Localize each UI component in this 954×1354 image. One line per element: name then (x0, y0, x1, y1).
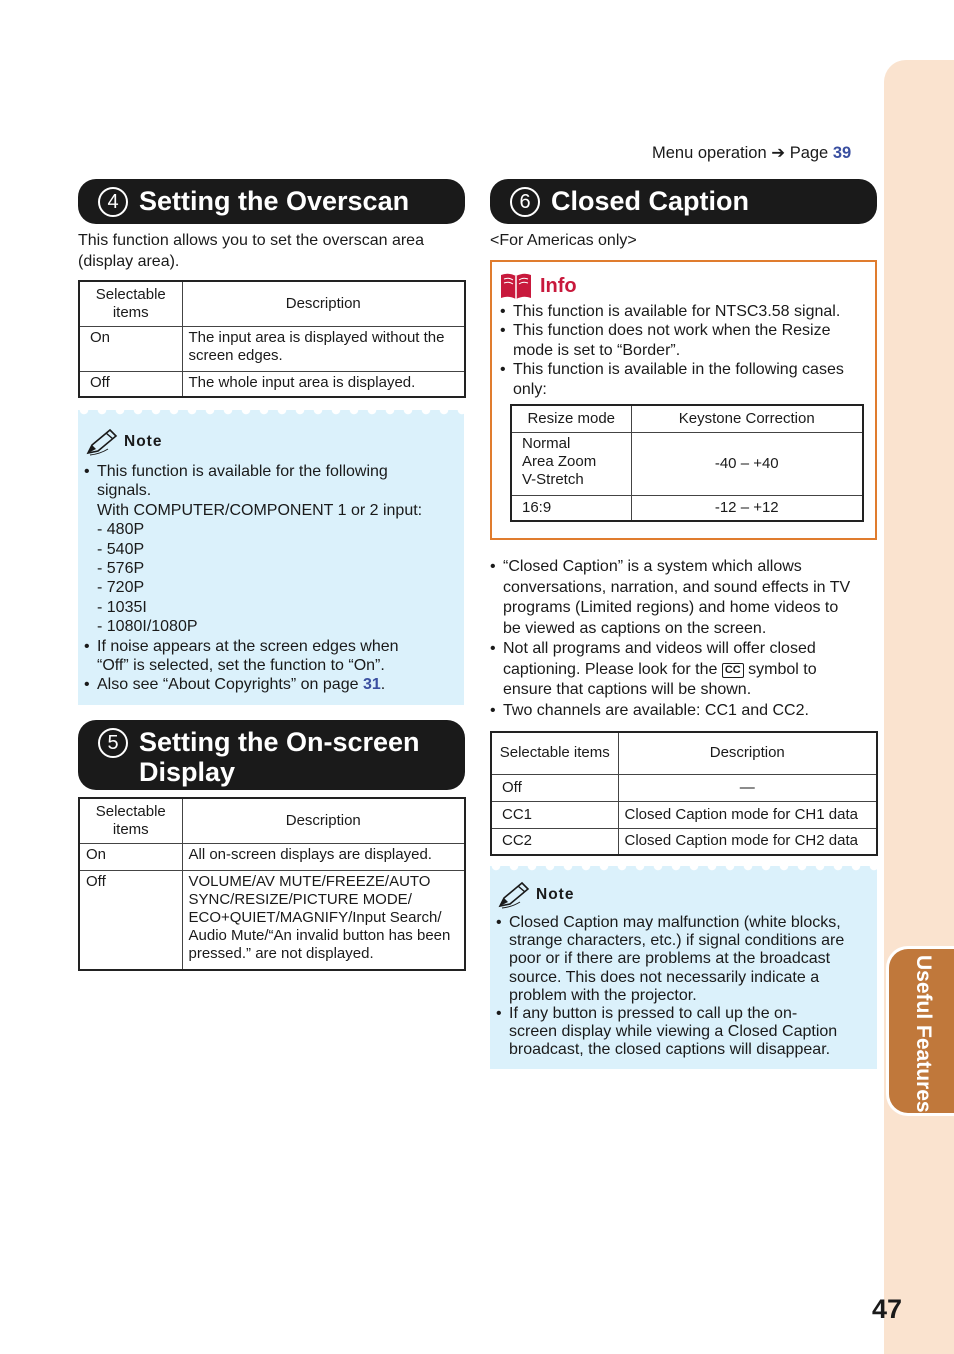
section-tab-label: Useful Features (912, 955, 935, 1113)
table-cell: CC1 (491, 801, 618, 828)
text: captioning. Please look for the (503, 660, 722, 678)
info-bullet (500, 360, 870, 399)
table-cell (511, 432, 631, 495)
arrow-right-icon: ➔ (771, 144, 786, 162)
title-line: Setting the On-screen (139, 727, 420, 757)
note-label: Note (124, 433, 163, 450)
table-cell: On (79, 326, 182, 371)
overscan-header (78, 179, 465, 224)
menu-reference (652, 143, 851, 163)
line (503, 660, 877, 681)
note-label: Note (536, 886, 575, 903)
line: - 540P (97, 540, 145, 558)
note-bullet (496, 1005, 873, 1060)
table-row (491, 828, 877, 855)
line: - 576P (97, 560, 145, 578)
overscan-table (78, 280, 466, 398)
table-cell: — (618, 774, 877, 801)
line: • Not all programs and videos will offer closed (503, 640, 816, 657)
info-bullet (500, 321, 870, 360)
table-header: Resize mode (511, 405, 631, 432)
table-cell: Off (79, 870, 182, 970)
pencil-note-icon (498, 880, 534, 910)
line: be viewed as captions on the screen. (503, 619, 767, 637)
line: • This function is available in the following cases (513, 361, 844, 379)
table-row (491, 774, 877, 801)
line: mode is set to “Border”. (513, 341, 681, 359)
line: V-Stretch (522, 470, 584, 488)
table-row (79, 371, 465, 397)
line: • This function is available for the following (97, 463, 388, 480)
info-bullets (500, 302, 870, 399)
onscreen-header (78, 720, 465, 790)
table-cell: -40 – +40 (631, 432, 863, 495)
table-row (79, 843, 465, 870)
page-number: 47 (872, 1294, 903, 1324)
line: signals. (97, 482, 152, 500)
caption-header (490, 179, 877, 224)
pencil-note-icon (86, 427, 122, 457)
line: - 1080I/1080P (97, 618, 198, 636)
line: “Off” is selected, set the function to “On”. (97, 657, 385, 675)
table-cell: -12 – +12 (631, 495, 863, 521)
overscan-note-bullets (84, 462, 460, 695)
table-cell: Off (79, 371, 182, 397)
table-cell: VOLUME/AV MUTE/FREEZE/AUTO SYNC/RESIZE/PICTURE MODE/ ECO+QUIET/MAGNIFY/Input Search/ Audio Mute/“An invalid button has been pressed.” are not displayed. (182, 870, 465, 970)
table-header: Selectable items (79, 281, 182, 326)
caption-note-box (490, 866, 877, 1069)
line: • This function is available for NTSC3.58 signal. (513, 303, 841, 320)
menu-ref-page-word: Page (789, 144, 829, 162)
note-bullet (84, 675, 460, 694)
dotted-border (78, 410, 464, 416)
info-header (500, 272, 577, 300)
table-cell: The input area is displayed without the screen edges. (182, 326, 465, 371)
note-header (86, 427, 162, 457)
line: strange characters, etc.) if signal conditions are (509, 932, 845, 950)
line: broadcast, the closed captions will disappear. (509, 1041, 831, 1059)
side-strip (884, 60, 954, 1354)
section-number-6: 6 (510, 187, 540, 217)
line: • If noise appears at the screen edges when (97, 637, 399, 655)
line: Also see “About Copyrights” on page (97, 676, 363, 694)
line: ensure that captions will be shown. (503, 681, 752, 698)
dotted-border (490, 866, 877, 872)
caption-bullet (490, 701, 877, 722)
note-bullet (84, 462, 460, 637)
info-box (490, 260, 877, 540)
table-cell: The whole input area is displayed. (182, 371, 465, 397)
table-row (79, 870, 465, 970)
table-header: Description (182, 281, 465, 326)
overscan-note-box (78, 410, 464, 705)
line: programs (Limited regions) and home videos to (503, 599, 839, 616)
table-header: Keystone Correction (631, 405, 863, 432)
line: With COMPUTER/COMPONENT 1 or 2 input: (97, 501, 423, 519)
text: symbol to (743, 660, 817, 678)
line: • Two channels are available: CC1 and CC2. (503, 701, 809, 719)
page-link[interactable]: 31 (362, 676, 381, 694)
punct: . (380, 676, 386, 694)
table-header: Selectable items (79, 798, 182, 843)
line: conversations, narration, and sound effects in TV (503, 578, 851, 596)
table-header: Description (182, 798, 465, 843)
note-bullet (496, 914, 873, 1005)
caption-note-bullets (496, 914, 873, 1060)
table-cell: All on-screen displays are displayed. (182, 843, 465, 870)
caption-bullet (490, 639, 877, 701)
caption-region: <For Americas only> (490, 232, 637, 249)
info-label: Info (540, 274, 577, 297)
table-header: Selectable items (491, 732, 618, 774)
note-header (498, 880, 574, 910)
line: problem with the projector. (509, 986, 697, 1004)
line: source. This does not necessarily indicate a (509, 968, 820, 986)
line: - 480P (97, 521, 145, 539)
section-number-5: 5 (98, 728, 128, 758)
table-cell: On (79, 843, 182, 870)
table-cell: 16:9 (511, 495, 631, 521)
note-bullet (84, 637, 460, 676)
overscan-title: Setting the Overscan (139, 186, 410, 216)
table-cell: Off (491, 774, 618, 801)
onscreen-table (78, 797, 466, 971)
menu-ref-page-link[interactable]: 39 (832, 144, 852, 162)
line: Normal (522, 434, 571, 452)
line: screen display while viewing a Closed Caption (509, 1023, 838, 1041)
table-cell: CC2 (491, 828, 618, 855)
table-row (491, 801, 877, 828)
line: - 720P (97, 579, 145, 597)
line: Area Zoom (522, 452, 597, 470)
line: • If any button is pressed to call up the on- (509, 1005, 798, 1023)
onscreen-title (139, 727, 420, 787)
line: • Closed Caption may malfunction (white blocks, (509, 914, 841, 931)
caption-bullets (490, 557, 877, 721)
line: • This function does not work when the Resize (513, 322, 831, 340)
title-line: Display (139, 757, 236, 787)
table-cell: Closed Caption mode for CH2 data (618, 828, 877, 855)
table-row (79, 326, 465, 371)
caption-table (490, 731, 878, 856)
overscan-intro: This function allows you to set the overscan area (display area). (78, 232, 424, 270)
line: only: (513, 380, 547, 398)
menu-ref-prefix: Menu operation (652, 144, 767, 162)
book-info-icon (500, 272, 532, 300)
table-row (511, 432, 863, 495)
info-bullet (500, 302, 870, 321)
line: • “Closed Caption” is a system which allows (503, 558, 802, 575)
caption-bullet (490, 557, 877, 639)
section-number-4: 4 (98, 187, 128, 217)
table-cell: Closed Caption mode for CH1 data (618, 801, 877, 828)
line: - 1035I (97, 598, 147, 616)
section-tab-useful-features[interactable] (886, 946, 954, 1116)
line: poor or if there are problems at the broadcast (509, 950, 831, 968)
caption-title: Closed Caption (551, 186, 750, 216)
table-row (511, 495, 863, 521)
keystone-table (510, 404, 864, 522)
table-header: Description (618, 732, 877, 774)
closed-caption-icon: CC (722, 663, 744, 678)
